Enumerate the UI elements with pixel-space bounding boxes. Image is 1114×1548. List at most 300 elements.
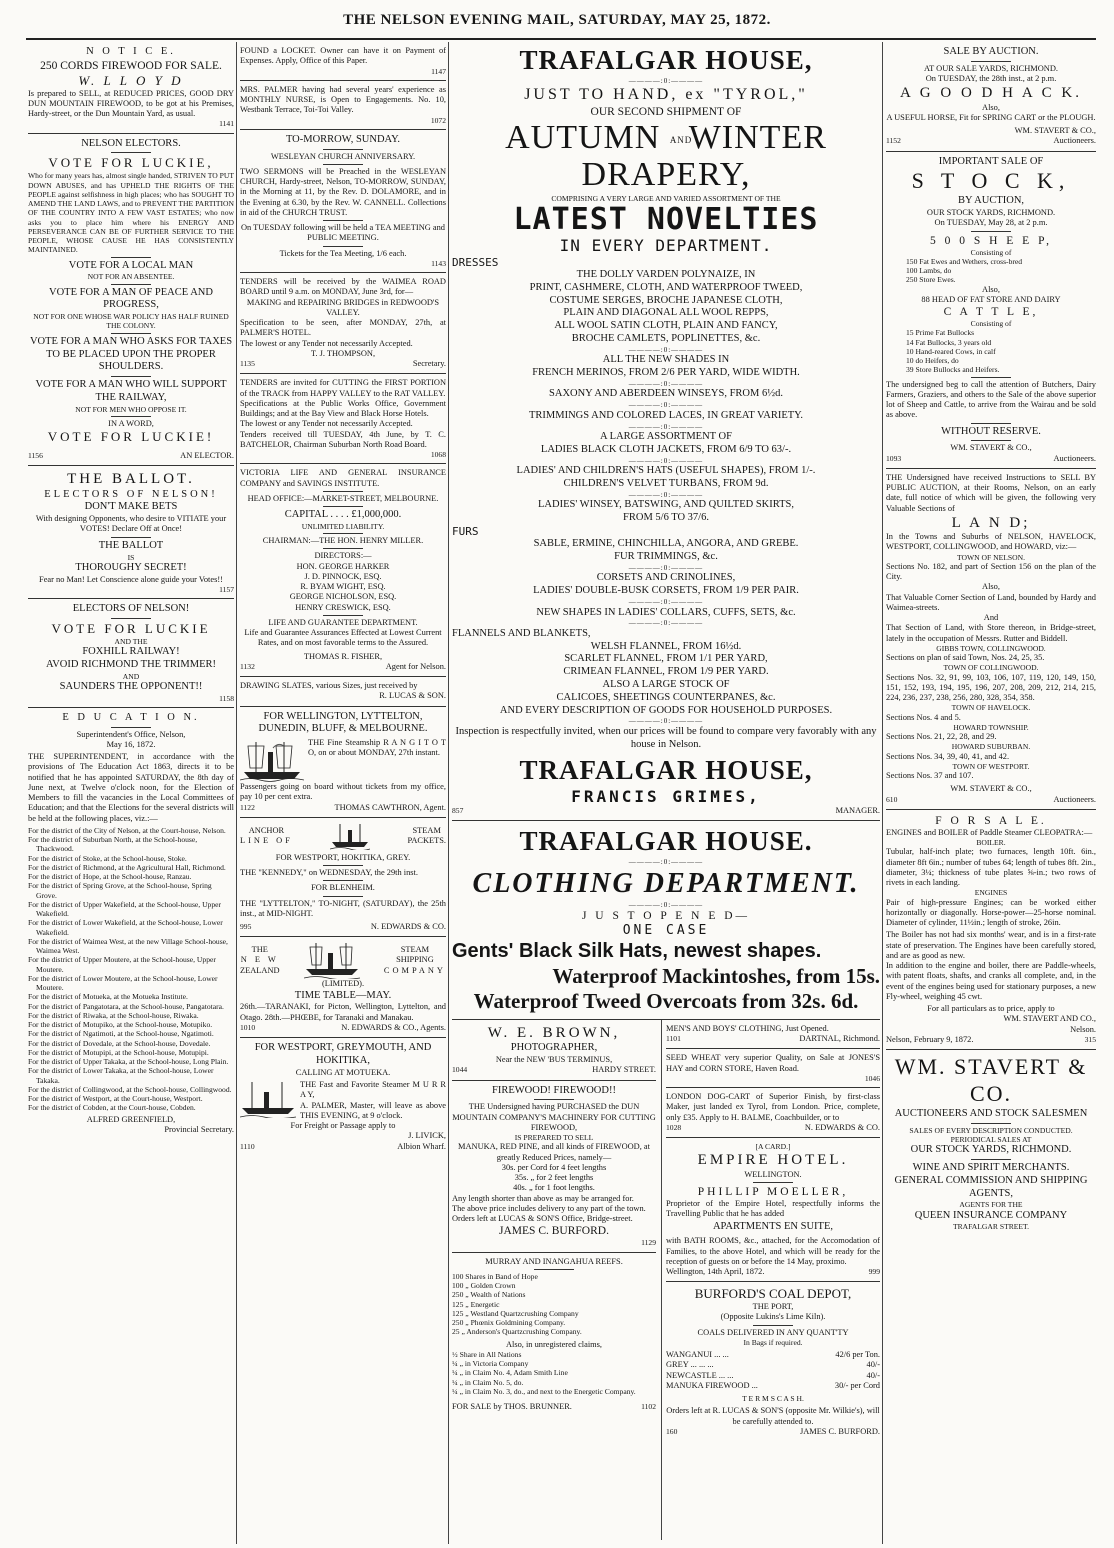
coal-title: BURFORD'S COAL DEPOT, <box>694 1286 852 1302</box>
column-4 <box>886 42 1096 1548</box>
particulars: For all particulars as to price, apply to <box>927 1004 1055 1014</box>
town-heading: TOWN OF COLLINGWOOD. <box>943 663 1039 673</box>
ballot-body: With designing Opponents, who desire to VITIATE your VOTES! Declare Off at Once! <box>35 514 227 534</box>
coal-price-row: NEWCASTLE ... ... 40/- <box>666 1370 880 1380</box>
new-shades: ALL THE NEW SHADES IN <box>602 354 730 366</box>
in-a-word: IN A WORD, <box>108 418 154 428</box>
furs-heading: FURS <box>452 524 479 538</box>
education-places <box>28 826 234 1113</box>
tomorrow-title: TO-MORROW, SUNDAY. <box>285 133 401 145</box>
kinds: MANUKA, RED PINE, and all kinds of FIREWOOD, at greatly Reduced Prices, namely— <box>458 1142 650 1162</box>
share-row: 125 „ Energetic <box>452 1299 500 1309</box>
wesleyan-ad <box>240 130 446 273</box>
brown-ad <box>452 1020 656 1081</box>
dress-line: PLAIN AND DIAGONAL ALL WOOL REPPS, <box>563 307 769 319</box>
cattle-line: 39 Store Bullocks and Heifers. <box>906 365 1000 375</box>
divider <box>971 231 1011 232</box>
ad-number: 1102 <box>641 1402 656 1412</box>
capital: CAPITAL . . . . £1,000,000. <box>284 509 402 521</box>
divider <box>323 149 363 150</box>
crimean: CRIMEAN FLANNEL, FROM 1/9 PER YARD. <box>563 666 769 678</box>
divider <box>971 423 1011 424</box>
share-row: 100 Shares in Band of Hope <box>452 1271 538 1281</box>
education-ad <box>28 708 234 1139</box>
latest-novelties: LATEST NOVELTIES <box>513 202 819 238</box>
head-office: HEAD OFFICE:—MARKET-STREET, MELBOURNE. <box>247 493 439 503</box>
vote2-avoid: AVOID RICHMOND THE TRIMMER! <box>45 658 217 670</box>
brown-name: W. E. BROWN, <box>487 1024 621 1041</box>
director: HENRY CRESWICK, ESQ. <box>295 602 391 612</box>
reefs-ad <box>452 1253 656 1417</box>
second-shipment: OUR SECOND SHIPMENT OF <box>590 105 742 118</box>
coals-delivered: COALS DELIVERED IN ANY QUANT'TY <box>697 1327 849 1337</box>
ad-number: 1068 <box>430 450 446 460</box>
merinos: FRENCH MERINOS, FROM 2/6 PER YARD, WIDE WIDTH. <box>532 367 800 379</box>
ad-number: 1143 <box>431 258 446 268</box>
ballot-is: IS <box>127 552 135 562</box>
town-heading: TOWN OF NELSON. <box>957 552 1025 562</box>
murray-signature: J. LIVICK, <box>408 1131 446 1141</box>
divider <box>323 880 363 881</box>
column-rule <box>236 42 237 1544</box>
rangitoto-body: THE Fine Steamship R A N G I T O T O, on or about MONDAY, 27th instant. <box>308 738 446 758</box>
dairy: 88 HEAD OF FAT STORE AND DAIRY <box>921 294 1061 304</box>
trafalgar-drapery-ad <box>452 42 880 821</box>
list-item: For the district of Dovedale, at the School-house, Dovedale. <box>28 1038 211 1048</box>
life-dept: LIFE AND GUARANTEE DEPARTMENT. <box>268 617 418 627</box>
divider <box>323 164 363 165</box>
firewood-headline: 250 CORDS FIREWOOD FOR SALE. <box>40 59 222 72</box>
agents: AGENTS, <box>968 1187 1014 1199</box>
mens-body: MEN'S AND BOYS' CLOTHING, Just Opened. <box>666 1023 829 1033</box>
vote-peace: VOTE FOR A MAN OF PEACE AND PROGRESS, <box>49 286 213 311</box>
terms-cash: T E R M S C A S H. <box>742 1394 804 1404</box>
apartments: APARTMENTS EN SUITE, <box>712 1221 834 1233</box>
steam-label: STEAM <box>412 825 441 835</box>
coal-opposite: (Opposite Lukins's Lime Kiln). <box>720 1312 826 1322</box>
auctioneers: Auctioneers. <box>1053 453 1096 463</box>
list-item: For the district of Motueka, at the Motueka Institute. <box>28 992 188 1002</box>
unregistered: Also, in unregistered claims, <box>505 1339 603 1349</box>
tenders2-body: TENDERS are invited for CUTTING the FIRST PORTION of the TRACK from HAPPY VALLEY to the RAT VALLEY. <box>240 378 446 398</box>
masthead-rule <box>26 38 1096 40</box>
vote-railway-sub: NOT FOR MEN WHO OPPOSE IT. <box>75 404 187 414</box>
director: HON. GEORGE HARKER <box>296 561 390 571</box>
electors-title: NELSON ELECTORS. <box>81 137 181 149</box>
claim-row: ¼ „ in Victoria Company <box>452 1359 529 1369</box>
coal-port: THE PORT, <box>752 1302 794 1312</box>
list-item: For the district of Upper Takaka, at the School-house, Long Plain. <box>28 1057 229 1067</box>
paddle: In addition to the engine and boiler, there are Paddle-wheels, with patent floats, shafts, and cranks all complete, and, in the event of the engines being used for stationary purposes, a new Fly-wheel, weighing 45 cwt. <box>886 961 1096 1001</box>
stavert-signature: WM. STAVERT AND CO., <box>1003 1014 1096 1024</box>
list-item: For the district of Pangatotara, at the School-house, Pangatotara. <box>28 1001 224 1011</box>
tenders1-lowest: The lowest or any Tender not necessarily Accepted. <box>240 338 413 348</box>
boiler-wear: The Boiler has not had six months' wear, and is in a first-rate state of preservation. The Engines have been carefully stored, and are as good as new. <box>886 930 1096 960</box>
also: Also, <box>982 102 1000 112</box>
town-sections: Sections No. 182, and part of Section 156 on the plan of the City. <box>886 561 1096 582</box>
cattle: C A T T L E, <box>943 306 1039 319</box>
town-heading: TOWN OF WESTPORT. <box>952 761 1030 771</box>
timetable: TIME TABLE—MAY. <box>294 989 392 1001</box>
ad-number: 999 <box>868 1267 880 1277</box>
tenders1-title: Secretary. <box>412 359 446 369</box>
divider: ————:0:———— <box>628 900 704 909</box>
divider <box>111 376 151 377</box>
without-reserve: WITHOUT RESERVE. <box>941 425 1041 437</box>
share-row: 125 „ Westland Quartzcrushing Company <box>452 1308 579 1318</box>
delivery: The above price includes delivery to any part of the town. <box>452 1203 646 1213</box>
household: AND EVERY DESCRIPTION OF GOODS FOR HOUSEHOLD PURPOSES. <box>499 704 833 716</box>
firewood-body: Is prepared to SELL, at REDUCED PRICES, GOOD DRY DUN MOUNTAIN FIREWOOD, to be got at his Premises, Hardy-street, or the Dun Mountain Yard, as usual. <box>28 88 234 119</box>
claim-row: ¼ „ in Claim No. 3, do., and next to the Energetic Company. <box>452 1386 636 1396</box>
town-heading: GIBBS TOWN, COLLINGWOOD. <box>936 643 1046 653</box>
divider: ————:0:———— <box>628 598 704 607</box>
price-line: 30s. per Cord for 4 feet lengths <box>501 1162 607 1172</box>
engines-title: ENGINES and BOILER of Paddle Steamer CLEOPATRA:— <box>886 827 1093 837</box>
cattle-line: 10 Hand-reared Cows, in calf <box>906 346 996 356</box>
periodical: PERIODICAL SALES AT <box>950 1134 1032 1144</box>
firewood-name: W. L L O Y D <box>78 72 184 88</box>
divider <box>111 284 151 285</box>
by-auction: BY AUCTION, <box>957 195 1025 207</box>
land-body: THE Undersigned have received Instructions to SELL BY PUBLIC AUCTION, at their Rooms, Nelson, on an early date, full notice of which will be given, the following very Valuable Sections of <box>886 472 1096 513</box>
steamship-icon <box>240 1080 296 1118</box>
fur-line: FUR TRIMMINGS, &c. <box>614 551 718 563</box>
divider <box>971 377 1011 378</box>
signature: AN ELECTOR. <box>180 451 234 461</box>
director: R. BYAM WIGHT, ESQ. <box>300 582 386 592</box>
consisting2: Consisting of <box>970 319 1012 329</box>
vote2-headline: VOTE FOR LUCKIE <box>51 620 211 636</box>
ad-number: 1101 <box>666 1034 681 1044</box>
murray-freight: For Freight or Passage apply to <box>290 1121 396 1131</box>
list-item: For the district of Hope, at the School-house, Ranzau. <box>28 872 192 882</box>
list-item: For the district of Lower Takaka, at the School-house, Lower Takaka. <box>28 1066 214 1085</box>
masthead: THE NELSON EVENING MAIL, SATURDAY, MAY 25, 1872. <box>343 12 771 28</box>
divider <box>323 506 363 507</box>
divider <box>111 727 151 728</box>
also-large: ALSO A LARGE STOCK OF <box>602 679 730 691</box>
clothing-department: CLOTHING DEPARTMENT. <box>472 867 860 899</box>
ballot-secret: THOROUGHY SECRET! <box>75 561 187 573</box>
auction-date: On TUESDAY, the 28th inst., at 2 p.m. <box>925 74 1057 84</box>
ad-number: 1141 <box>219 119 234 129</box>
wesleyan-title: WESLEYAN CHURCH ANNIVERSARY. <box>270 151 416 161</box>
tenders2-lowest: The lowest or any Tender not necessarily Accepted. <box>240 419 413 429</box>
town-heading: HOWARD SUBURBAN. <box>951 742 1031 752</box>
stock-date: On TUESDAY, May 28, at 2 p.m. <box>934 218 1048 228</box>
francis-grimes: FRANCIS GRIMES, <box>571 786 761 806</box>
vote-railway: VOTE FOR A MAN WHO WILL SUPPORT THE RAILWAY, <box>35 379 227 403</box>
list-item: For the district of Lower Wakefield, at the School-house, Lower Wakefield. <box>28 918 223 937</box>
ad-number: 1110 <box>240 1141 255 1151</box>
firewood-head: FIREWOOD! FIREWOOD!! <box>492 1084 616 1096</box>
education-office: Superintendent's Office, Nelson, <box>76 729 186 739</box>
stavert-big: WM. STAVERT & CO. <box>894 1054 1088 1106</box>
nz-the: THE <box>251 945 268 955</box>
stavert-signature: WM. STAVERT & CO., <box>950 784 1032 794</box>
moeller-body: Proprietor of the Empire Hotel, respectfully informs the Travelling Public that he has added <box>666 1198 880 1219</box>
vote2-and2: AND <box>122 671 140 681</box>
town-sections: Sections Nos. 37 and 107. <box>886 771 974 781</box>
empire-wellington: WELLINGTON. <box>744 1169 802 1179</box>
stock-yards: OUR STOCK YARDS, RICHMOND. <box>926 208 1056 218</box>
vote-peace-sub: NOT FOR ONE WHOSE WAR POLICY HAS HALF RUINED THE COLONY. <box>33 312 229 331</box>
engines-heading: ENGINES <box>974 888 1008 898</box>
also3: Also, <box>982 582 1000 592</box>
anchor-label: ANCHOR <box>248 825 285 835</box>
locket-ad <box>240 42 446 81</box>
list-item: For the district of Spring Grove, at the School-house, Spring Grove. <box>28 881 212 900</box>
sales: SALES OF EVERY DESCRIPTION CONDUCTED. <box>909 1125 1073 1135</box>
ad-number: 1147 <box>431 66 446 76</box>
steamship-icon <box>304 941 360 979</box>
line-of-label: LINE OF <box>240 835 293 845</box>
ad-number: 1122 <box>240 802 255 812</box>
column-3-right <box>666 1020 880 1540</box>
auction-yards: AT OUR SALE YARDS, RICHMOND. <box>923 63 1058 73</box>
divider <box>323 615 363 616</box>
ballot-bets: DON'T MAKE BETS <box>84 501 178 513</box>
share-row: 25 „ Anderson's Quartzcrushing Company. <box>452 1327 582 1337</box>
town-sections: Sections Nos. 4 and 5. <box>886 712 961 722</box>
ad-number: 995 <box>240 922 252 932</box>
tenders1-work: MAKING and REPAIRING BRIDGES in REDWOOD'S VALLEY. <box>246 297 440 317</box>
ad-number: 1046 <box>864 1073 880 1083</box>
column-rule <box>448 42 449 1544</box>
list-item: For the district of Motupiko, at the School-house, Motupiko. <box>28 1020 213 1030</box>
slates-signature: R. LUCAS & SON. <box>379 691 446 701</box>
rangitoto-ad <box>240 707 446 818</box>
winter-word: WINTER DRAPERY, <box>581 119 827 194</box>
corner: That Valuable Corner Section of Land, bounded by Hardy and Waimea-streets. <box>886 592 1096 612</box>
reefs-title: MURRAY AND INANGAHUA REEFS. <box>485 1256 623 1266</box>
stavert-signature: WM. STAVERT & CO., <box>1014 126 1096 136</box>
dresses-heading: DRESSES <box>452 255 499 269</box>
and-word: AND <box>669 134 693 145</box>
murray-place: Albion Wharf. <box>397 1141 446 1151</box>
manager: MANAGER. <box>835 806 880 816</box>
cattle-line: 10 do Heifers, do <box>906 356 959 366</box>
moeller: PHILLIP MOELLER, <box>697 1185 849 1198</box>
vote2-foxhill: FOXHILL RAILWAY! <box>82 645 180 657</box>
dress-line: ALL WOOL SATIN CLOTH, PLAIN AND FANCY, <box>554 320 778 332</box>
good-hack: A G O O D H A C K. <box>900 85 1082 102</box>
ad-number: 1135 <box>240 359 255 369</box>
auctioneers: Auctioneers. <box>1053 136 1096 146</box>
ad-number: 1010 <box>240 1022 256 1032</box>
brunner: FOR SALE by THOS. BRUNNER. <box>452 1402 572 1412</box>
welsh: WELSH FLANNEL, FROM 16½d. <box>590 640 742 652</box>
timetable-body: 26th.—TARANAKI, for Picton, Wellington, Lyttelton, and Otago. 28th.—PHŒBE, for Taranaki and Manakau. <box>240 1002 446 1022</box>
column-3 <box>452 42 880 1548</box>
rangitoto-signature: THOMAS CAWTHRON, Agent. <box>334 802 446 812</box>
cattle-line: 15 Prime Fat Bullocks <box>906 328 975 338</box>
coal-signature: JAMES C. BURFORD. <box>799 1426 880 1436</box>
mens-signature: DARTNAL, Richmond. <box>799 1034 880 1044</box>
photographer: PHOTOGRAPHER, <box>510 1042 598 1054</box>
education-body: THE SUPERINTENDENT, in accordance with the provisions of The Education Act 1863, directs it to be notified that he has appointed SATURDAY, the 8th day of June next, at Twelve o'clock noon, for the Election of Members to fill the vacancies in the Local Committees of Education; and that the Elections for the several districts will be held at the following places, viz.:— <box>28 752 234 823</box>
steamship-icon <box>240 738 304 782</box>
directors: DIRECTORS:— <box>314 551 372 561</box>
coal-depot-ad <box>666 1282 880 1441</box>
town-heading: HOWARD TOWNSHIP. <box>953 722 1029 732</box>
vote-body: Who for many years has, almost single handed, STRIVEN TO PUT DOWN ABUSES, and has UPHELD THE RIGHTS OF THE PEOPLE against selfishness in high places; who has SOUGHT TO AMEND THE LAND LAWS, and to PREVENT THE PARTITION OF THE COUNTRY INTO A FEW VAST ESTATES; who now asks you to place him where his ENERGY AND PERSEVERANCE CAN BE OF FURTHER SERVICE TO THE PEOPLE, WHOSE CAUSE HE HAS CONSISTENTLY MAINTAINED. <box>28 171 234 255</box>
slates-ad <box>240 677 446 707</box>
greymouth-sub: CALLING AT MOTUEKA. <box>295 1067 391 1077</box>
land-towns: In the Towns and Suburbs of NELSON, HAVELOCK, WESTPORT, COLLINGWOOD, and HOWARD, viz:— <box>886 532 1096 552</box>
divider <box>323 548 363 549</box>
list-item: For the district of Motupipi, at the School-house, Motupipi. <box>28 1047 209 1057</box>
dogcart-ad <box>666 1088 880 1138</box>
murray-body: A. PALMER, Master, will leave as above THIS EVENING, at 9 o'clock. <box>300 1100 446 1120</box>
vote-local-sub: NOT FOR AN ABSENTEE. <box>87 272 175 282</box>
divider <box>111 152 151 153</box>
divider <box>111 416 151 417</box>
divider: ————:0:———— <box>628 422 704 431</box>
list-item: For the district of Waimea West, at the new Village School-house, Waimea West. <box>28 936 228 956</box>
town-sections: Sections Nos. 21, 22, 28, and 29. <box>886 732 997 742</box>
empire-title: EMPIRE HOTEL. <box>697 1152 849 1169</box>
tenders1-body: TENDERS will be received by the WAIMEA ROAD BOARD until 9 a.m. on MONDAY, June 3rd, for— <box>240 277 446 297</box>
boiler-body: Tubular, half-inch plate; two furnaces, length 10ft. 6in., diameter 8ft 6in.; number of tubes 64; length of tubes 8ft. 2in., diameter, 3¼; thickness of tube plates ⅝-in.; two rows of rivets in each landing. <box>886 847 1096 888</box>
divider <box>323 865 363 866</box>
sermons-body: TWO SERMONS will be Preached in the WESLEYAN CHURCH, Hardy-street, Nelson, TO-MORROW, SUNDAY, in the Morning at 11, by the Rev. D. DOLAMORE, and in the Evening at 6.30, by the Rev. W. CANNELL. Collections in aid of the CHURCH TRUST. <box>240 166 446 217</box>
divider: ————:0:———— <box>628 563 704 572</box>
divider: ————:0:———— <box>628 619 704 628</box>
collars: NEW SHAPES IN LADIES' COLLARS, CUFFS, SETS, &c. <box>536 606 796 618</box>
wine: WINE AND SPIRIT MERCHANTS. <box>912 1161 1070 1173</box>
coal-price-row: MANUKA FIREWOOD ... 30/- per Cord <box>666 1380 880 1390</box>
ad-number: 315 <box>1084 1034 1096 1044</box>
consisting: Consisting of <box>970 247 1012 257</box>
murray-ad <box>240 1038 446 1156</box>
notice-title: N O T I C E. <box>86 46 176 57</box>
agents-for: AGENTS FOR THE <box>959 1200 1023 1210</box>
autumn-winter-headline <box>452 119 880 194</box>
tenders1-spec: Specification to be seen, after MONDAY, 27th, at PALMER'S HOTEL. <box>240 318 446 338</box>
land-headline: L A N D; <box>951 514 1031 531</box>
for-sale: F O R S A L E. <box>935 814 1047 827</box>
wellington-head: FOR WELLINGTON, LYTTELTON, DUNEDIN, BLUFF, & MELBOURNE. <box>258 710 428 735</box>
divider <box>323 220 363 221</box>
coal-orders: Orders left at R. LUCAS & SON'S (opposite Mr. Wilkie's), will be carefully attended to. <box>666 1406 880 1426</box>
life-body: Life and Guarantee Assurances Effected at Lowest Current Rates, and on most favorable terms to the Assured. <box>244 628 442 648</box>
divider: ————:0:———— <box>628 717 704 726</box>
dogcart-signature: N. EDWARDS & CO. <box>804 1122 880 1132</box>
divider <box>111 333 151 334</box>
education-title: E D U C A T I O N. <box>62 711 200 723</box>
divider: ————:0:———— <box>628 456 704 465</box>
timetable-signature: N. EDWARDS & CO., Agents. <box>341 1022 446 1032</box>
seed-body: SEED WHEAT very superior Quality, on Sale at JONES'S HAY and CORN STORE, Haven Road. <box>666 1053 880 1073</box>
education-signature: ALFRED GREENFIELD, <box>86 1114 176 1124</box>
list-item: For the district of the City of Nelson, at the Court-house, Nelson. <box>28 825 226 835</box>
ballot-fear: Fear no Man! Let Conscience alone guide your Votes!! <box>39 574 223 584</box>
land-auction-ad <box>886 469 1096 810</box>
sale-date: Nelson, February 9, 1872. <box>886 1034 974 1044</box>
steamship-icon <box>330 822 370 850</box>
empire-date: Wellington, 14th April, 1872. <box>666 1267 765 1277</box>
cattle-line: 14 Fat Bullocks, 3 years old <box>906 337 992 347</box>
vote-headline: VOTE FOR LUCKIE, <box>48 155 214 171</box>
blenheim: FOR BLENHEIM. <box>311 883 375 893</box>
autumn-word: AUTUMN <box>505 119 661 156</box>
list-item: For the district of Ngatimoti, at the School-house, Ngatimoti. <box>28 1029 214 1039</box>
claim-row: ¼ „ in Claim No. 4, Adam Smith Line <box>452 1368 568 1378</box>
divider <box>753 1182 793 1183</box>
greymouth-head: FOR WESTPORT, GREYMOUTH, AND HOKITIKA, <box>254 1042 432 1067</box>
dress-line: BROCHE CAMLETS, POPLINETTES, &c. <box>571 332 761 344</box>
column-2 <box>240 42 446 1548</box>
divider: ————:0:———— <box>628 345 704 354</box>
town-sections: Sections Nos. 34, 39, 40, 41, and 42. <box>886 751 1010 761</box>
anchor-signature: N. EDWARDS & CO. <box>370 922 446 932</box>
silk-hats: Gents' Black Silk Hats, newest shapes. <box>452 940 822 963</box>
firewood-body: THE Undersigned having PURCHASED the DUN MOUNTAIN COMPANY'S MACHINERY FOR CUTTING FIREWOOD, <box>452 1102 656 1132</box>
list-item: For the district of Riwaka, at the School-house, Riwaka. <box>28 1010 199 1020</box>
ad-number: 160 <box>666 1426 678 1436</box>
vote2-and: AND THE <box>114 636 148 646</box>
westport-grey: FOR WESTPORT, HOKITIKA, GREY. <box>275 852 411 862</box>
just-to-hand: JUST TO HAND, ex "TYROL," <box>524 86 808 104</box>
large-assort: A LARGE ASSORTMENT OF <box>600 431 732 443</box>
skirts: LADIES' WINSEY, BATSWING, AND QUILTED SKIRTS, <box>538 499 794 511</box>
nurse-ad <box>240 81 446 130</box>
nz-steam: STEAM <box>400 945 430 955</box>
tenders1-signature: T. J. THOMPSON, <box>310 348 376 358</box>
inspection: Inspection is respectfully invited, when our prices will be found to compare very favorably with any house in Nelson. <box>455 725 877 750</box>
every-department: IN EVERY DEPARTMENT. <box>559 236 773 256</box>
skirts-price: FROM 5/6 TO 37/6. <box>623 512 709 524</box>
sheep-line: 100 Lambs, do <box>906 266 952 276</box>
sheep-line: 150 Fat Ewes and Wethers, cross-bred <box>906 256 1023 266</box>
auctioneers: Auctioneers. <box>1053 794 1096 804</box>
town-sections: Sections Nos. 32, 91, 99, 103, 106, 107, 119, 120, 149, 150, 151, 152, 193, 194, 195, 196, 207, 208, 209, 212, 214, 215, 224, 236, 237, 238, 256, 280, 328, 354, 358. <box>886 672 1096 703</box>
cleopatra-sale-ad <box>886 810 1096 1050</box>
brown-street: HARDY STREET. <box>592 1065 656 1075</box>
vote-taxes: VOTE FOR A MAN WHO ASKS FOR TAXES TO BE PLACED UPON THE PROPER SHOULDERS. <box>29 335 233 373</box>
nz-shipping: SHIPPING <box>396 955 434 965</box>
firewood-ad <box>28 42 234 134</box>
divider <box>111 618 151 619</box>
electors2-title: ELECTORS OF NELSON! <box>72 603 190 615</box>
ad-number: 1132 <box>240 661 255 671</box>
trafalgar-title-3: TRAFALGAR HOUSE. <box>519 826 813 857</box>
list-item: For the district of Westport, at the Court-house, Westport. <box>28 1094 203 1104</box>
nz-zealand: ZEALAND <box>240 965 280 975</box>
divider <box>534 1099 574 1100</box>
overcoats: Waterproof Tweed Overcoats from 32s. 6d. <box>473 989 859 1014</box>
turbans: CHILDREN'S VELVET TURBANS, FROM 9d. <box>563 477 769 489</box>
nurse-body: MRS. PALMER having had several years' experience as MONTHLY NURSE, is Open to Engagements. No. 10, Westbank Terrace, Toi-Toi Valley. <box>240 84 446 115</box>
share-row: 100 „ Golden Crown <box>452 1281 516 1291</box>
stock-headline: S T O C K, <box>911 168 1071 194</box>
horse: A USEFUL HORSE, Fit for SPRING CART or the PLOUGH. <box>886 112 1096 122</box>
and: And <box>983 613 999 623</box>
column-rule <box>882 42 883 1544</box>
auction-title: SALE BY AUCTION. <box>943 46 1039 57</box>
trafalgar-street: TRAFALGAR STREET. <box>952 1222 1030 1232</box>
flannels: FLANNELS AND BLANKETS, <box>452 627 591 639</box>
ad-number: 1028 <box>666 1122 682 1132</box>
also2: Also, <box>982 284 1000 294</box>
corsets: CORSETS AND CRINOLINES, <box>596 572 736 584</box>
murray-title: THE Fast and Favorite Steamer M U R R A Y, <box>300 1080 446 1100</box>
list-item: For the district of Lower Moutere, at the School-house, Lower Moutere. <box>28 973 218 993</box>
ad-number: 1072 <box>430 115 446 125</box>
director: J. D. PINNOCK, ESQ. <box>304 571 382 581</box>
